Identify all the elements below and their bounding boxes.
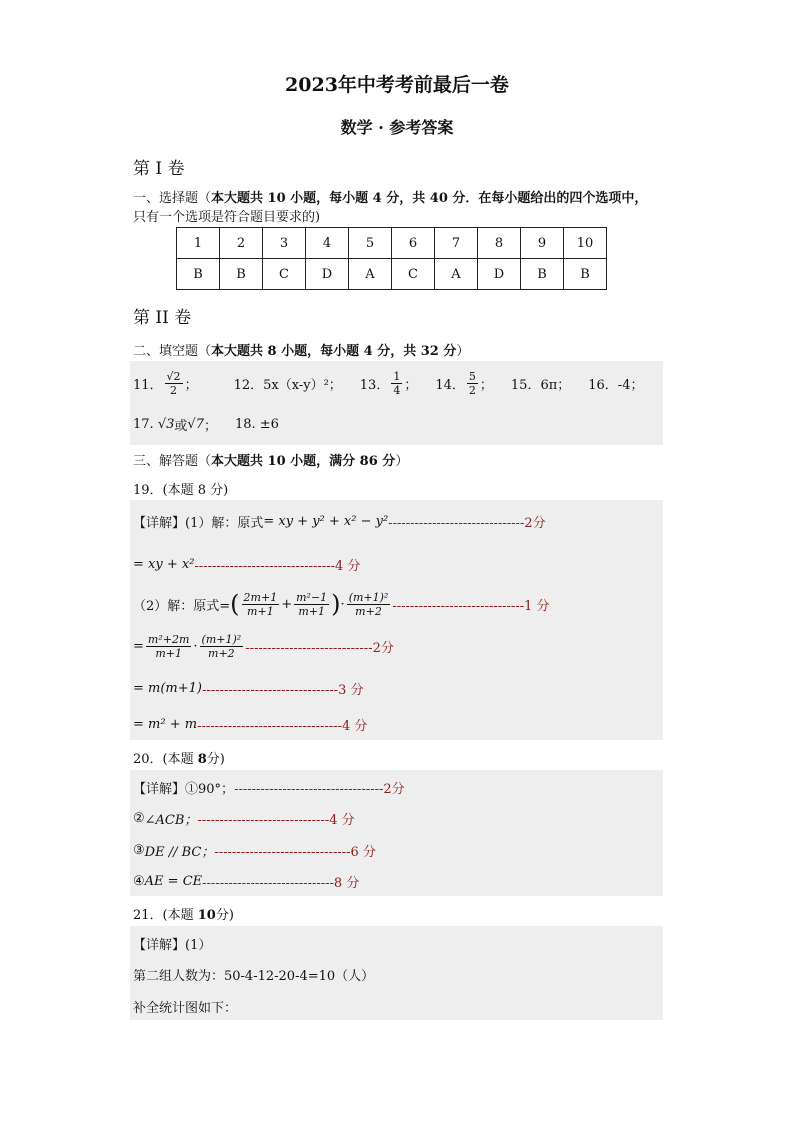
section-1-heading-line2: 只有一个选项是符合题目要求的) — [133, 210, 321, 225]
q14-label: 14． — [435, 377, 465, 393]
question-number-cell: 6 — [392, 228, 435, 259]
answer-cell: B — [220, 259, 263, 290]
q19-l3-f3-den: m+2 — [355, 604, 382, 618]
part-1-label: 第 I 卷 — [133, 159, 185, 179]
section-1-heading-plain: 一、选择题（ — [133, 191, 212, 206]
answer-cell: B — [521, 259, 564, 290]
q20-line-1 — [133, 776, 405, 798]
q19-l3-fraction-2 — [294, 591, 329, 618]
q19-l3-plus: + — [281, 596, 293, 612]
q19-l3-score: ------------------------------1 分 — [392, 598, 550, 614]
question-number-cell: 3 — [263, 228, 306, 259]
q20-l2-val: ∠ACB； — [144, 812, 198, 828]
q21-label — [133, 904, 234, 923]
page-title: 2023年中考考前最后一卷 — [285, 74, 509, 96]
question-number-row — [177, 228, 607, 259]
q19-l4-f2-den: m+2 — [208, 646, 235, 660]
section-3-heading-bold: 本大题共 10 小题，满分 86 分 — [211, 454, 396, 469]
q20-label-end: 分) — [206, 752, 225, 767]
q19-l3-prefix: （2）解：原式= — [133, 598, 231, 614]
section-1-heading-bold: 本大题共 10 小题，每小题 4 分，共 40 分．在每小题给出的四个选项中， — [211, 191, 648, 206]
choice-answer-table — [176, 227, 607, 290]
q20-l1-prefix: 【详解】① — [133, 781, 199, 797]
q19-l3-f2-den: m+1 — [298, 604, 325, 618]
section-2-heading — [133, 340, 469, 359]
q15-answer: 15．6π； — [510, 377, 571, 393]
answer-cell: D — [306, 259, 349, 290]
q19-l1-score: -------------------------------2分 — [388, 515, 546, 531]
q19-l3-fraction-1 — [242, 591, 280, 618]
q11-denominator: 2 — [170, 383, 178, 397]
q13-fraction — [391, 370, 402, 397]
q19-l4-fraction-2 — [200, 633, 244, 660]
q21-label-end: 分) — [215, 908, 234, 923]
q19-l5-score: -------------------------------3 分 — [202, 682, 364, 698]
q17-label: 17. — [133, 416, 154, 432]
q21-line-3: 补全统计图如下： — [133, 1000, 238, 1016]
q20-l3-val: DE // BC； — [144, 844, 215, 860]
answer-cell: B — [177, 259, 220, 290]
q19-l2-score: --------------------------------4 分 — [194, 558, 361, 574]
q20-l4-prefix: ④ — [133, 873, 145, 889]
q11-fraction — [165, 370, 183, 397]
q19-l4-f1-num: m²+2m — [147, 632, 190, 646]
q11-label: 11． — [133, 377, 163, 393]
q19-line-1 — [133, 510, 546, 532]
q21-label-bold: 10 — [197, 908, 216, 923]
q19-l6-score: ---------------------------------4 分 — [197, 718, 368, 734]
q14-denominator: 2 — [468, 383, 476, 397]
q19-l1-expr: = xy + y² + x² − y² — [263, 513, 389, 529]
q21-line-1: 【详解】(1） — [133, 937, 212, 953]
q20-line-4 — [133, 870, 359, 892]
q20-l3-prefix: ③ — [133, 842, 145, 858]
q17-root-b: √7 — [187, 416, 204, 432]
q17-or: 或 — [174, 418, 188, 434]
q19-line-2 — [133, 553, 360, 575]
answer-cell: A — [349, 259, 392, 290]
q14-fraction — [467, 370, 478, 397]
question-number-cell: 2 — [220, 228, 263, 259]
q19-l4-f1-den: m+1 — [155, 646, 182, 660]
q16-answer: 16．-4； — [588, 377, 644, 393]
answer-cell: A — [435, 259, 478, 290]
q19-l3-dot: · — [340, 596, 345, 612]
q19-l3-f2-num: m²−1 — [296, 590, 328, 604]
answer-row — [177, 259, 607, 290]
q20-l1-score: ----------------------------------2分 — [234, 781, 405, 797]
answer-cell: B — [564, 259, 607, 290]
answer-cell: C — [392, 259, 435, 290]
q20-line-2 — [133, 807, 355, 829]
q11-numerator: √2 — [166, 369, 181, 383]
fill-blank-row-2 — [133, 413, 279, 435]
q19-label: 19．(本题 8 分) — [133, 483, 229, 498]
q18-answer: 18. ±6 — [234, 416, 279, 432]
q19-l4-score: -----------------------------2分 — [245, 640, 394, 656]
q19-l4-fraction-1 — [146, 633, 192, 660]
q20-line-3 — [133, 839, 376, 861]
section-1-heading — [133, 187, 647, 206]
q20-label-plain: 20．(本题 — [133, 752, 198, 767]
q20-l2-prefix: ② — [133, 810, 145, 826]
q19-l4-dot: · — [193, 638, 198, 654]
q19-line-5 — [133, 677, 364, 699]
q13-numerator: 1 — [393, 369, 401, 383]
q19-l2-expr: = xy + x² — [133, 556, 195, 572]
q19-l3-fraction-3 — [347, 591, 391, 618]
q20-label — [133, 748, 225, 767]
q19-l3-f1-den: m+1 — [247, 604, 274, 618]
q19-l3-f3-num: (m+1)² — [348, 590, 389, 604]
section-3-heading-plain: 三、解答题（ — [133, 454, 212, 469]
q19-l3-f1-num: 2m+1 — [243, 590, 278, 604]
fill-blank-row-1 — [133, 364, 643, 402]
q19-line-3: （2）解：原式= ( $\frac{2m+1}{m+1}$ + $\frac{\text{m²−1}}{m+1}$ ) · $\frac{\text{(m+1)²}}{m+2}$ ------------------------------1 分 — [133, 590, 550, 618]
question-number-cell: 9 — [521, 228, 564, 259]
section-3-heading-end: ） — [395, 454, 409, 469]
q14-numerator: 5 — [468, 369, 476, 383]
section-2-heading-bold: 本大题共 8 小题，每小题 4 分，共 32 分 — [211, 344, 457, 359]
q19-l6-expr: = m² + m — [133, 716, 198, 732]
q20-l2-score: ------------------------------4 分 — [197, 812, 355, 828]
q20-label-bold: 8 — [197, 752, 207, 767]
question-number-cell: 10 — [564, 228, 607, 259]
q20-l3-score: -------------------------------6 分 — [214, 844, 376, 860]
section-3-heading — [133, 450, 408, 469]
q19-line-4 — [133, 628, 394, 664]
q17-root-a: √3 — [157, 416, 175, 432]
q13-end: ； — [404, 377, 418, 393]
section-2-heading-end: ） — [456, 344, 470, 359]
q14-end: ； — [479, 377, 493, 393]
q20-l4-score: ------------------------------8 分 — [202, 875, 360, 891]
question-number-cell: 1 — [177, 228, 220, 259]
section-2-heading-plain: 二、填空题（ — [133, 344, 212, 359]
q13-denominator: 4 — [393, 383, 401, 397]
question-number-cell: 4 — [306, 228, 349, 259]
part-2-label: 第 II 卷 — [133, 308, 192, 328]
answer-cell: C — [263, 259, 306, 290]
q20-l4-val: AE = CE — [144, 873, 203, 889]
q19-l4-eq: = — [133, 638, 144, 654]
q21-line-2: 第二组人数为：50-4-12-20-4=10（人） — [133, 968, 375, 984]
q12-answer: 12．5x（x-y）²； — [233, 377, 342, 393]
answer-cell: D — [478, 259, 521, 290]
question-number-cell: 5 — [349, 228, 392, 259]
question-number-cell: 7 — [435, 228, 478, 259]
q13-label: 13． — [359, 377, 390, 393]
question-number-cell: 8 — [478, 228, 521, 259]
q21-label-plain: 21．(本题 — [133, 908, 198, 923]
q19-l1-prefix: 【详解】(1）解：原式 — [133, 515, 264, 531]
q19-line-6 — [133, 713, 367, 735]
q17-end: ； — [203, 418, 217, 434]
page-subtitle: 数学 · 参考答案 — [340, 118, 454, 137]
q19-l5-expr: = m(m+1) — [133, 680, 202, 696]
q20-l1-val: 90°； — [198, 781, 235, 797]
q11-end: ； — [184, 377, 198, 393]
q19-l4-f2-num: (m+1)² — [201, 632, 242, 646]
